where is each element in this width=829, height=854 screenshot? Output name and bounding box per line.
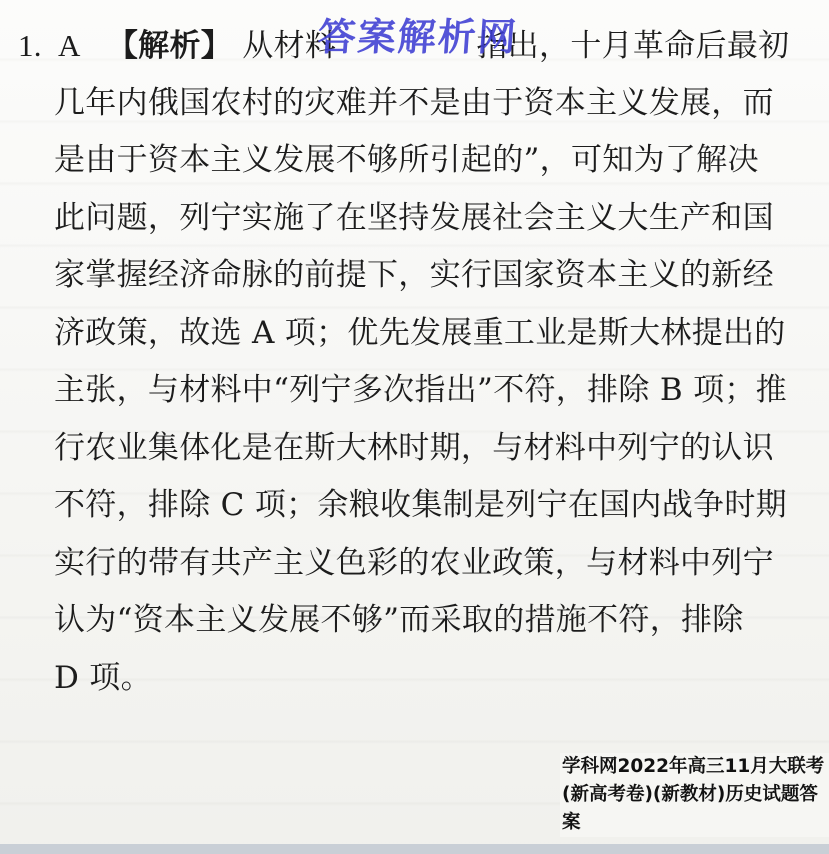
explanation-line-10: 实行的带有共产主义色彩的农业政策，与材料中列宁 (54, 544, 774, 581)
explanation-line-2: 几年内俄国农村的灾难并不是由于资本主义发展，而 (54, 84, 774, 121)
explanation-line-3: 是由于资本主义发展不够所引起的”，可知为了解决 (54, 142, 759, 178)
bottom-edge-strip (0, 844, 829, 854)
explanation-line-7: 主张，与材料中“列宁多次指出”不符，排除 B 项；推 (54, 372, 787, 408)
explanation-line-5: 家掌握经济命脉的前提下，实行国家资本主义的新经 (54, 257, 774, 293)
explanation-line-8: 行农业集体化是在斯大林时期，与材料中列宁的认识 (54, 429, 774, 466)
explanation-text: 从材料 (242, 28, 337, 64)
explanation-line-12: D 项。 (54, 659, 152, 696)
explanation-line-6: 济政策，故选 A 项；优先发展重工业是斯大林提出的 (54, 314, 786, 351)
analysis-tag: 【解析】 (106, 28, 233, 64)
explanation-line-9: 不符，排除 C 项；余粮收集制是列宁在国内战争时期 (54, 487, 787, 523)
explanation-line-11: 认为“资本主义发展不够”而采取的措施不符，排除 (54, 602, 744, 638)
document-source-title: 学科网2022年高三11月大联考(新高考卷)(新教材)历史试题答案 (560, 753, 829, 837)
answer-explanation (18, 17, 808, 707)
question-number: 1. (18, 28, 42, 63)
site-watermark: 答案解析网 (316, 15, 520, 59)
answer-letter: A (58, 28, 81, 63)
explanation-line-4: 此问题，列宁实施了在坚持发展社会主义大生产和国 (54, 199, 774, 236)
explanation-text-tail: 指出，十月革命后最初 (476, 28, 790, 64)
